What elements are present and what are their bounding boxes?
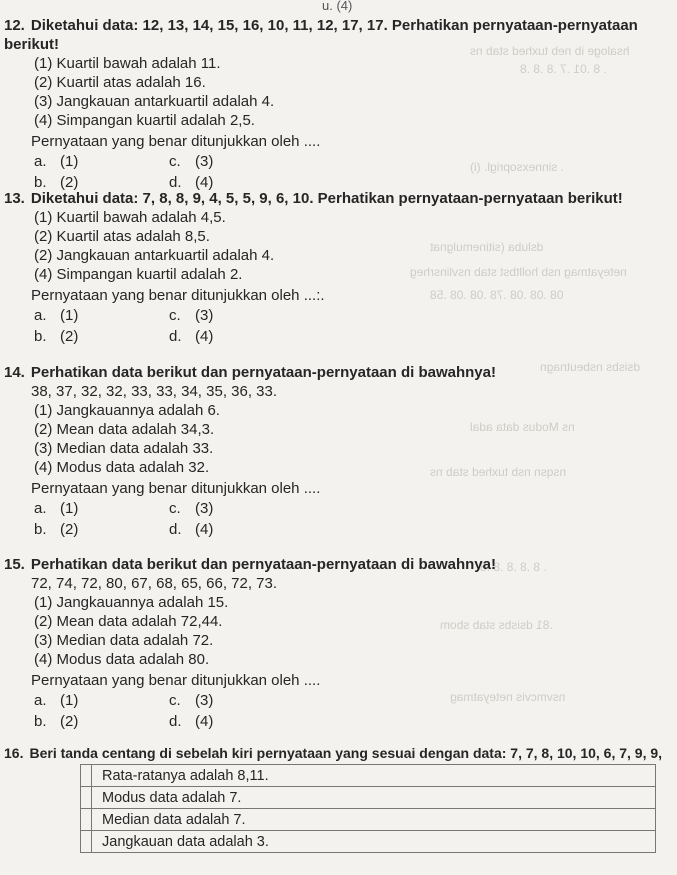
table-row <box>81 809 656 831</box>
options <box>34 498 672 540</box>
statement: (2) Kuartil atas adalah 16. <box>34 74 206 91</box>
question-number: 15. <box>4 556 25 573</box>
options <box>34 305 672 347</box>
option-a[interactable]: a. (1) <box>34 153 79 170</box>
option-b[interactable]: b. (2) <box>34 328 79 345</box>
option-c[interactable]: c. (3) <box>169 307 214 324</box>
options <box>34 151 672 193</box>
option-c[interactable]: c. (3) <box>169 153 214 170</box>
data-line: 72, 74, 72, 80, 67, 68, 65, 66, 72, 73. <box>31 575 278 592</box>
prompt: Pernyataan yang benar ditunjukkan oleh .... <box>31 672 321 689</box>
prompt: Pernyataan yang benar ditunjukkan oleh .... <box>31 480 321 497</box>
option-d[interactable]: d. (4) <box>169 713 214 730</box>
statement-cell: Jangkauan data adalah 3. <box>92 831 656 853</box>
statement: (3) Jangkauan antarkuartil adalah 4. <box>34 93 275 110</box>
statement: (2) Jangkauan antarkuartil adalah 4. <box>34 247 275 264</box>
checkbox-cell[interactable] <box>81 809 92 831</box>
option-a[interactable]: a. (1) <box>34 500 79 517</box>
table-row <box>81 831 656 853</box>
statement: (4) Simpangan kuartil adalah 2,5. <box>34 112 255 129</box>
question-text: Perhatikan data berikut dan pernyataan-pernyataan di bawahnya! <box>30 364 496 381</box>
checklist-table <box>80 764 656 853</box>
statement: (4) Modus data adalah 32. <box>34 459 210 476</box>
statement: (3) Median data adalah 72. <box>34 632 214 649</box>
statement: (2) Mean data adalah 72,44. <box>34 613 223 630</box>
option-d[interactable]: d. (4) <box>169 521 214 538</box>
question-12 <box>4 16 672 193</box>
statement: (3) Median data adalah 33. <box>34 440 214 457</box>
question-number: 16. <box>4 745 24 761</box>
option-c[interactable]: c. (3) <box>169 500 214 517</box>
options <box>34 690 672 732</box>
table-row <box>81 787 656 809</box>
option-b[interactable]: b. (2) <box>34 174 79 191</box>
option-d[interactable]: d. (4) <box>169 328 214 345</box>
option-c[interactable]: c. (3) <box>169 692 214 709</box>
statement: (1) Jangkauannya adalah 6. <box>34 402 220 419</box>
statement: (1) Kuartil bawah adalah 4,5. <box>34 209 226 226</box>
statement-cell: Median data adalah 7. <box>92 809 656 831</box>
checkbox-cell[interactable] <box>81 831 92 853</box>
statement: (4) Simpangan kuartil adalah 2. <box>34 266 243 283</box>
statement: (1) Kuartil bawah adalah 11. <box>34 55 221 72</box>
option-b[interactable]: b. (2) <box>34 521 79 538</box>
question-number: 13. <box>4 190 25 207</box>
page-fragment-top: u. (4) <box>322 0 353 13</box>
prompt: Pernyataan yang benar ditunjukkan oleh ...:. <box>31 287 325 304</box>
question-14 <box>4 363 672 540</box>
statement: (4) Modus data adalah 80. <box>34 651 210 668</box>
statement: (1) Jangkauannya adalah 15. <box>34 594 229 611</box>
option-d[interactable]: d. (4) <box>169 174 214 191</box>
question-number: 12. <box>4 17 25 34</box>
statement: (2) Kuartil atas adalah 8,5. <box>34 228 210 245</box>
checkbox-cell[interactable] <box>81 787 92 809</box>
option-b[interactable]: b. (2) <box>34 713 79 730</box>
option-a[interactable]: a. (1) <box>34 307 79 324</box>
question-16 <box>4 744 672 763</box>
question-text: Perhatikan data berikut dan pernyataan-pernyataan di bawahnya! <box>30 556 496 573</box>
question-text: Diketahui data: 12, 13, 14, 15, 16, 10, 11, 12, 17, 17. Perhatikan pernyataan-pernyataan berikut! <box>4 17 638 53</box>
question-text: Beri tanda centang di sebelah kiri pernyataan yang sesuai dengan data: 7, 7, 8, 10, 10, 6, 7, 9, 9, <box>29 745 663 761</box>
question-number: 14. <box>4 364 25 381</box>
prompt: Pernyataan yang benar ditunjukkan oleh .... <box>31 133 321 150</box>
table-row <box>81 765 656 787</box>
question-13 <box>4 189 672 347</box>
data-line: 38, 37, 32, 32, 33, 33, 34, 35, 36, 33. <box>31 383 278 400</box>
checkbox-cell[interactable] <box>81 765 92 787</box>
statement-cell: Modus data adalah 7. <box>92 787 656 809</box>
question-text: Diketahui data: 7, 8, 8, 9, 4, 5, 5, 9, 6, 10. Perhatikan pernyataan-pernyataan berikut! <box>30 190 623 207</box>
statement: (2) Mean data adalah 34,3. <box>34 421 215 438</box>
statement-cell: Rata-ratanya adalah 8,11. <box>92 765 656 787</box>
question-15 <box>4 555 672 732</box>
option-a[interactable]: a. (1) <box>34 692 79 709</box>
